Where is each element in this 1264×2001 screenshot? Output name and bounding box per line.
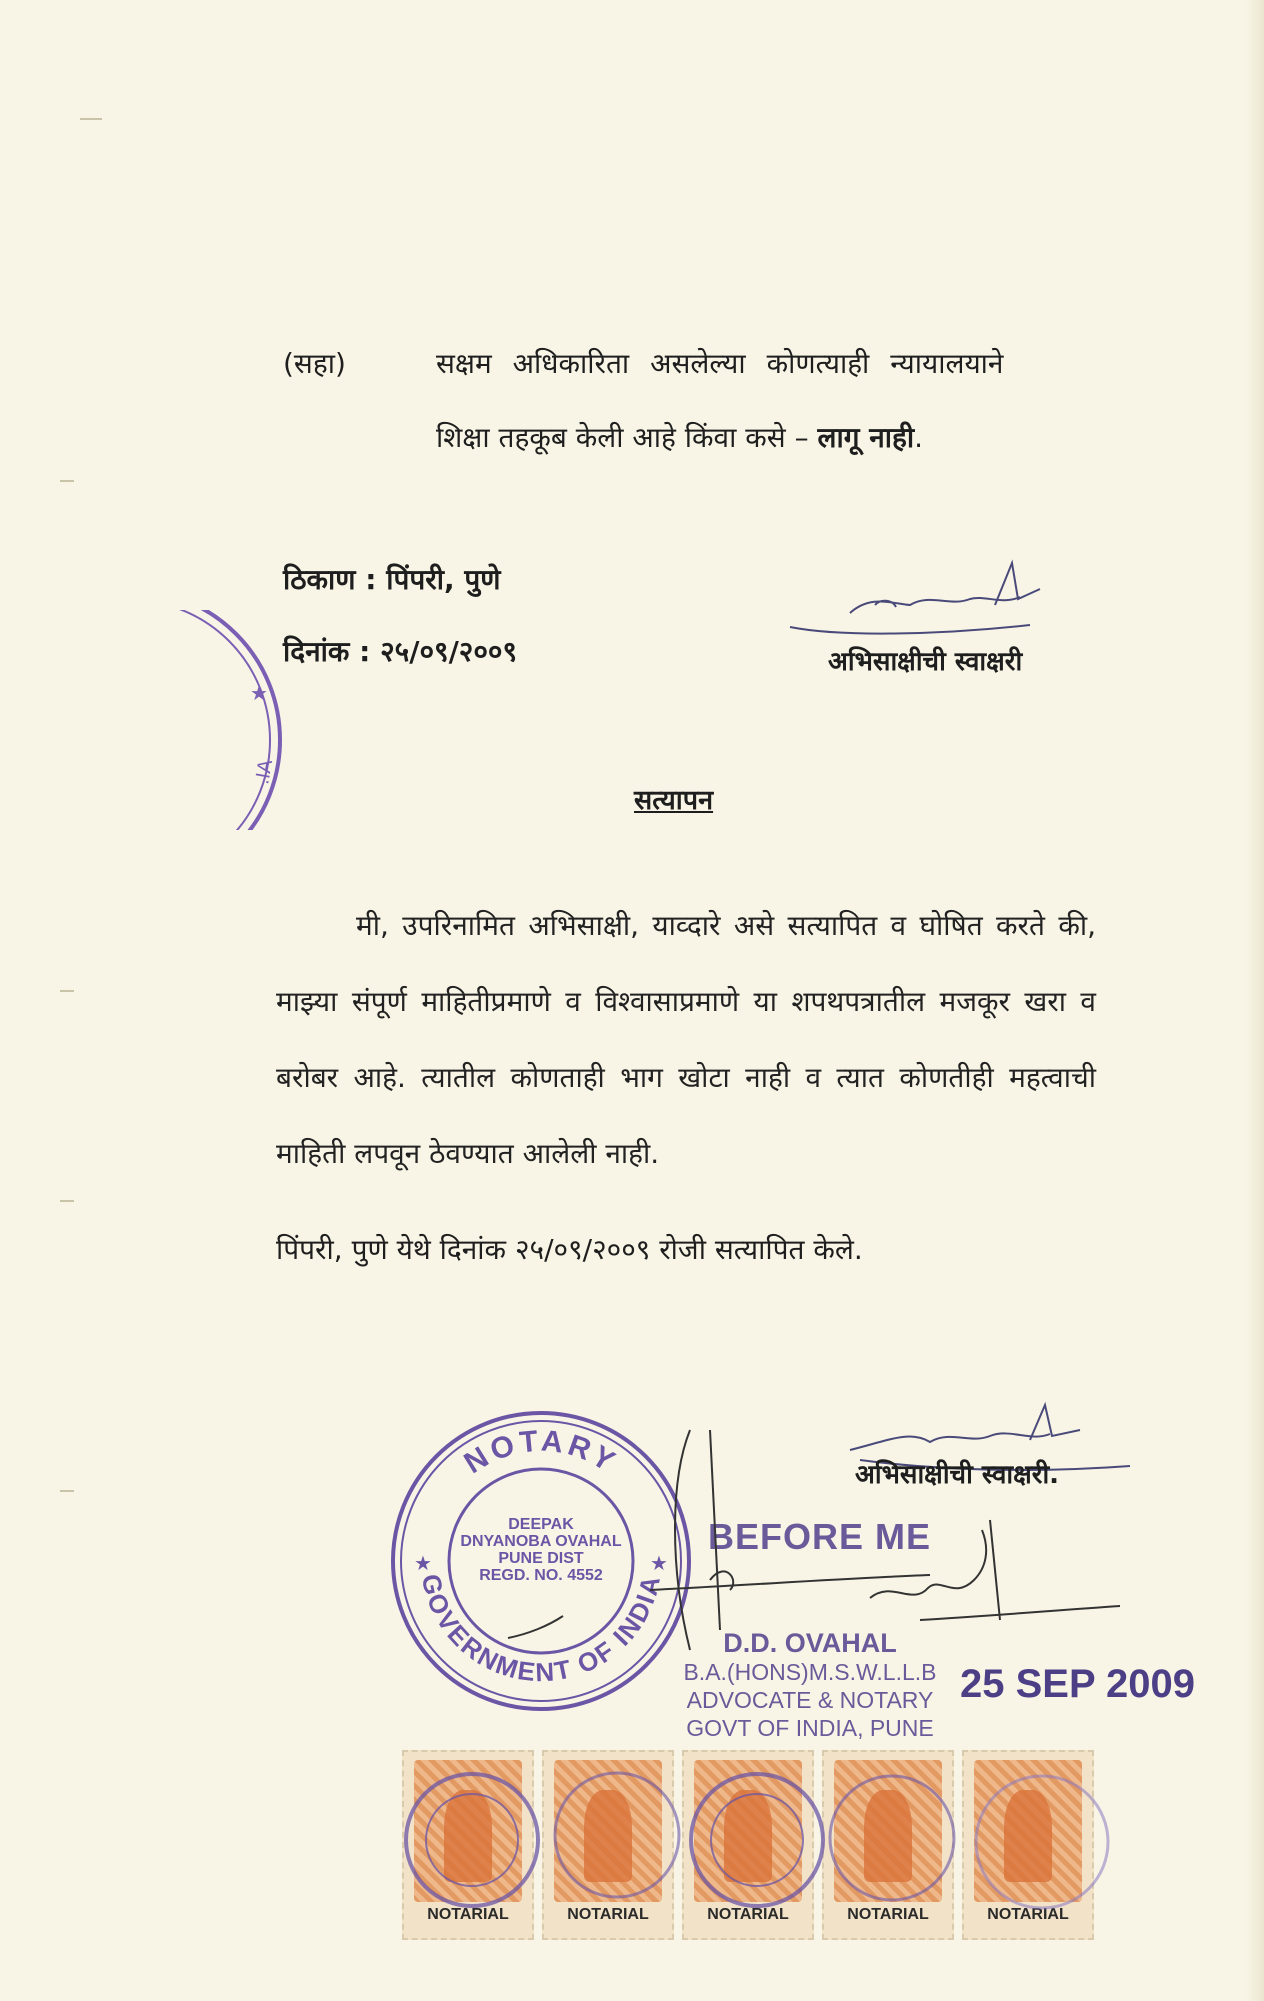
clause-line-1: सक्षम अधिकारिता असलेल्या कोणत्याही न्यायालयाने: [436, 347, 1004, 380]
seal-bottom-text: GOVERNMENT OF INDIA: [415, 1571, 667, 1688]
stamp-emblem: [974, 1760, 1082, 1902]
date-line: दिनांक : २५/०९/२००९: [283, 635, 518, 668]
stamp-label: NOTARIAL: [427, 1906, 509, 1923]
scan-speck: [60, 1490, 74, 1492]
notarial-stamp: [542, 1750, 674, 1940]
signature-2-label: अभिसाक्षीची स्वाक्षरी.: [855, 1460, 1060, 1490]
scan-speck: [60, 480, 74, 482]
notarial-stamp: [682, 1750, 814, 1940]
stamp-emblem: [414, 1760, 522, 1902]
notarial-stamps: [392, 1740, 1112, 1954]
deponent-signature-1: [780, 555, 1060, 645]
scan-speck: [60, 1200, 74, 1202]
notary-signature: [630, 1420, 1130, 1660]
clause-label: (सहा): [283, 347, 346, 380]
svg-text:★: ★: [250, 683, 268, 705]
stamp-label: NOTARIAL: [987, 1906, 1069, 1923]
date-stamp: 25 SEP 2009: [960, 1662, 1196, 1706]
advocate-office: GOVT OF INDIA, PUNE: [686, 1715, 934, 1741]
svg-text:★: ★: [650, 1551, 668, 1575]
seal-center-line: REGD. NO. 4552: [479, 1567, 603, 1584]
clause-line-2-end: .: [914, 421, 924, 454]
clause-line-2-text: शिक्षा तहकूब केली आहे किंवा कसे –: [436, 421, 818, 454]
partial-seal-left: [160, 610, 320, 830]
place-line: ठिकाण : पिंपरी, पुणे: [283, 563, 501, 596]
signature-1-label: अभिसाक्षीची स्वाक्षरी: [828, 647, 1023, 677]
seal-center-line: DNYANOBA OVAHAL: [460, 1533, 622, 1550]
stamp-label: NOTARIAL: [707, 1906, 789, 1923]
notarial-stamp: [822, 1750, 954, 1940]
stamp-label: NOTARIAL: [847, 1906, 929, 1923]
scan-speck: [80, 118, 102, 120]
stamp-emblem: [554, 1760, 662, 1902]
paper-edge: [1246, 0, 1264, 2001]
before-me-text: BEFORE ME: [708, 1516, 932, 1557]
notarial-stamp: [962, 1750, 1094, 1940]
seal-center-text: [436, 1516, 646, 1584]
advocate-qualification: B.A.(HONS)M.S.W.L.L.B: [683, 1659, 937, 1685]
advocate-stamp: [650, 1628, 970, 1742]
verification-heading: सत्यापन: [634, 785, 714, 816]
seal-top-text: NOTARY: [458, 1424, 624, 1481]
scan-speck: [60, 990, 74, 992]
clause-line-2: [436, 418, 923, 456]
clause-answer: लागू नाही: [817, 421, 915, 454]
verification-paragraph: मी, उपरिनामित अभिसाक्षी, याव्दारे असे सत्यापित व घोषित करते की, माझ्या संपूर्ण माहितीप्रमाणे व विश्वासाप्रमाणे या शपथपत्रातील मजकूर खरा व बरोबर आहे. त्यातील कोणताही भाग खोटा नाही व त्यात कोणतीही महत्वाची माहिती लपवून ठेवण्यात आलेली नाही.: [276, 909, 1096, 1170]
svg-text:★: ★: [414, 1551, 432, 1575]
seal-center-line: DEEPAK: [508, 1516, 574, 1533]
advocate-name: D.D. OVAHAL: [723, 1628, 897, 1658]
stamp-emblem: [834, 1760, 942, 1902]
verification-closing: पिंपरी, पुणे येथे दिनांक २५/०९/२००९ रोजी सत्यापित केले.: [276, 1233, 863, 1266]
advocate-title: ADVOCATE & NOTARY: [686, 1687, 934, 1713]
stamp-emblem: [694, 1760, 802, 1902]
stamp-label: NOTARIAL: [567, 1906, 649, 1923]
notarial-stamp: [402, 1750, 534, 1940]
seal-center-line: PUNE DIST: [498, 1550, 584, 1567]
svg-text:.IA: .IA: [251, 757, 278, 786]
